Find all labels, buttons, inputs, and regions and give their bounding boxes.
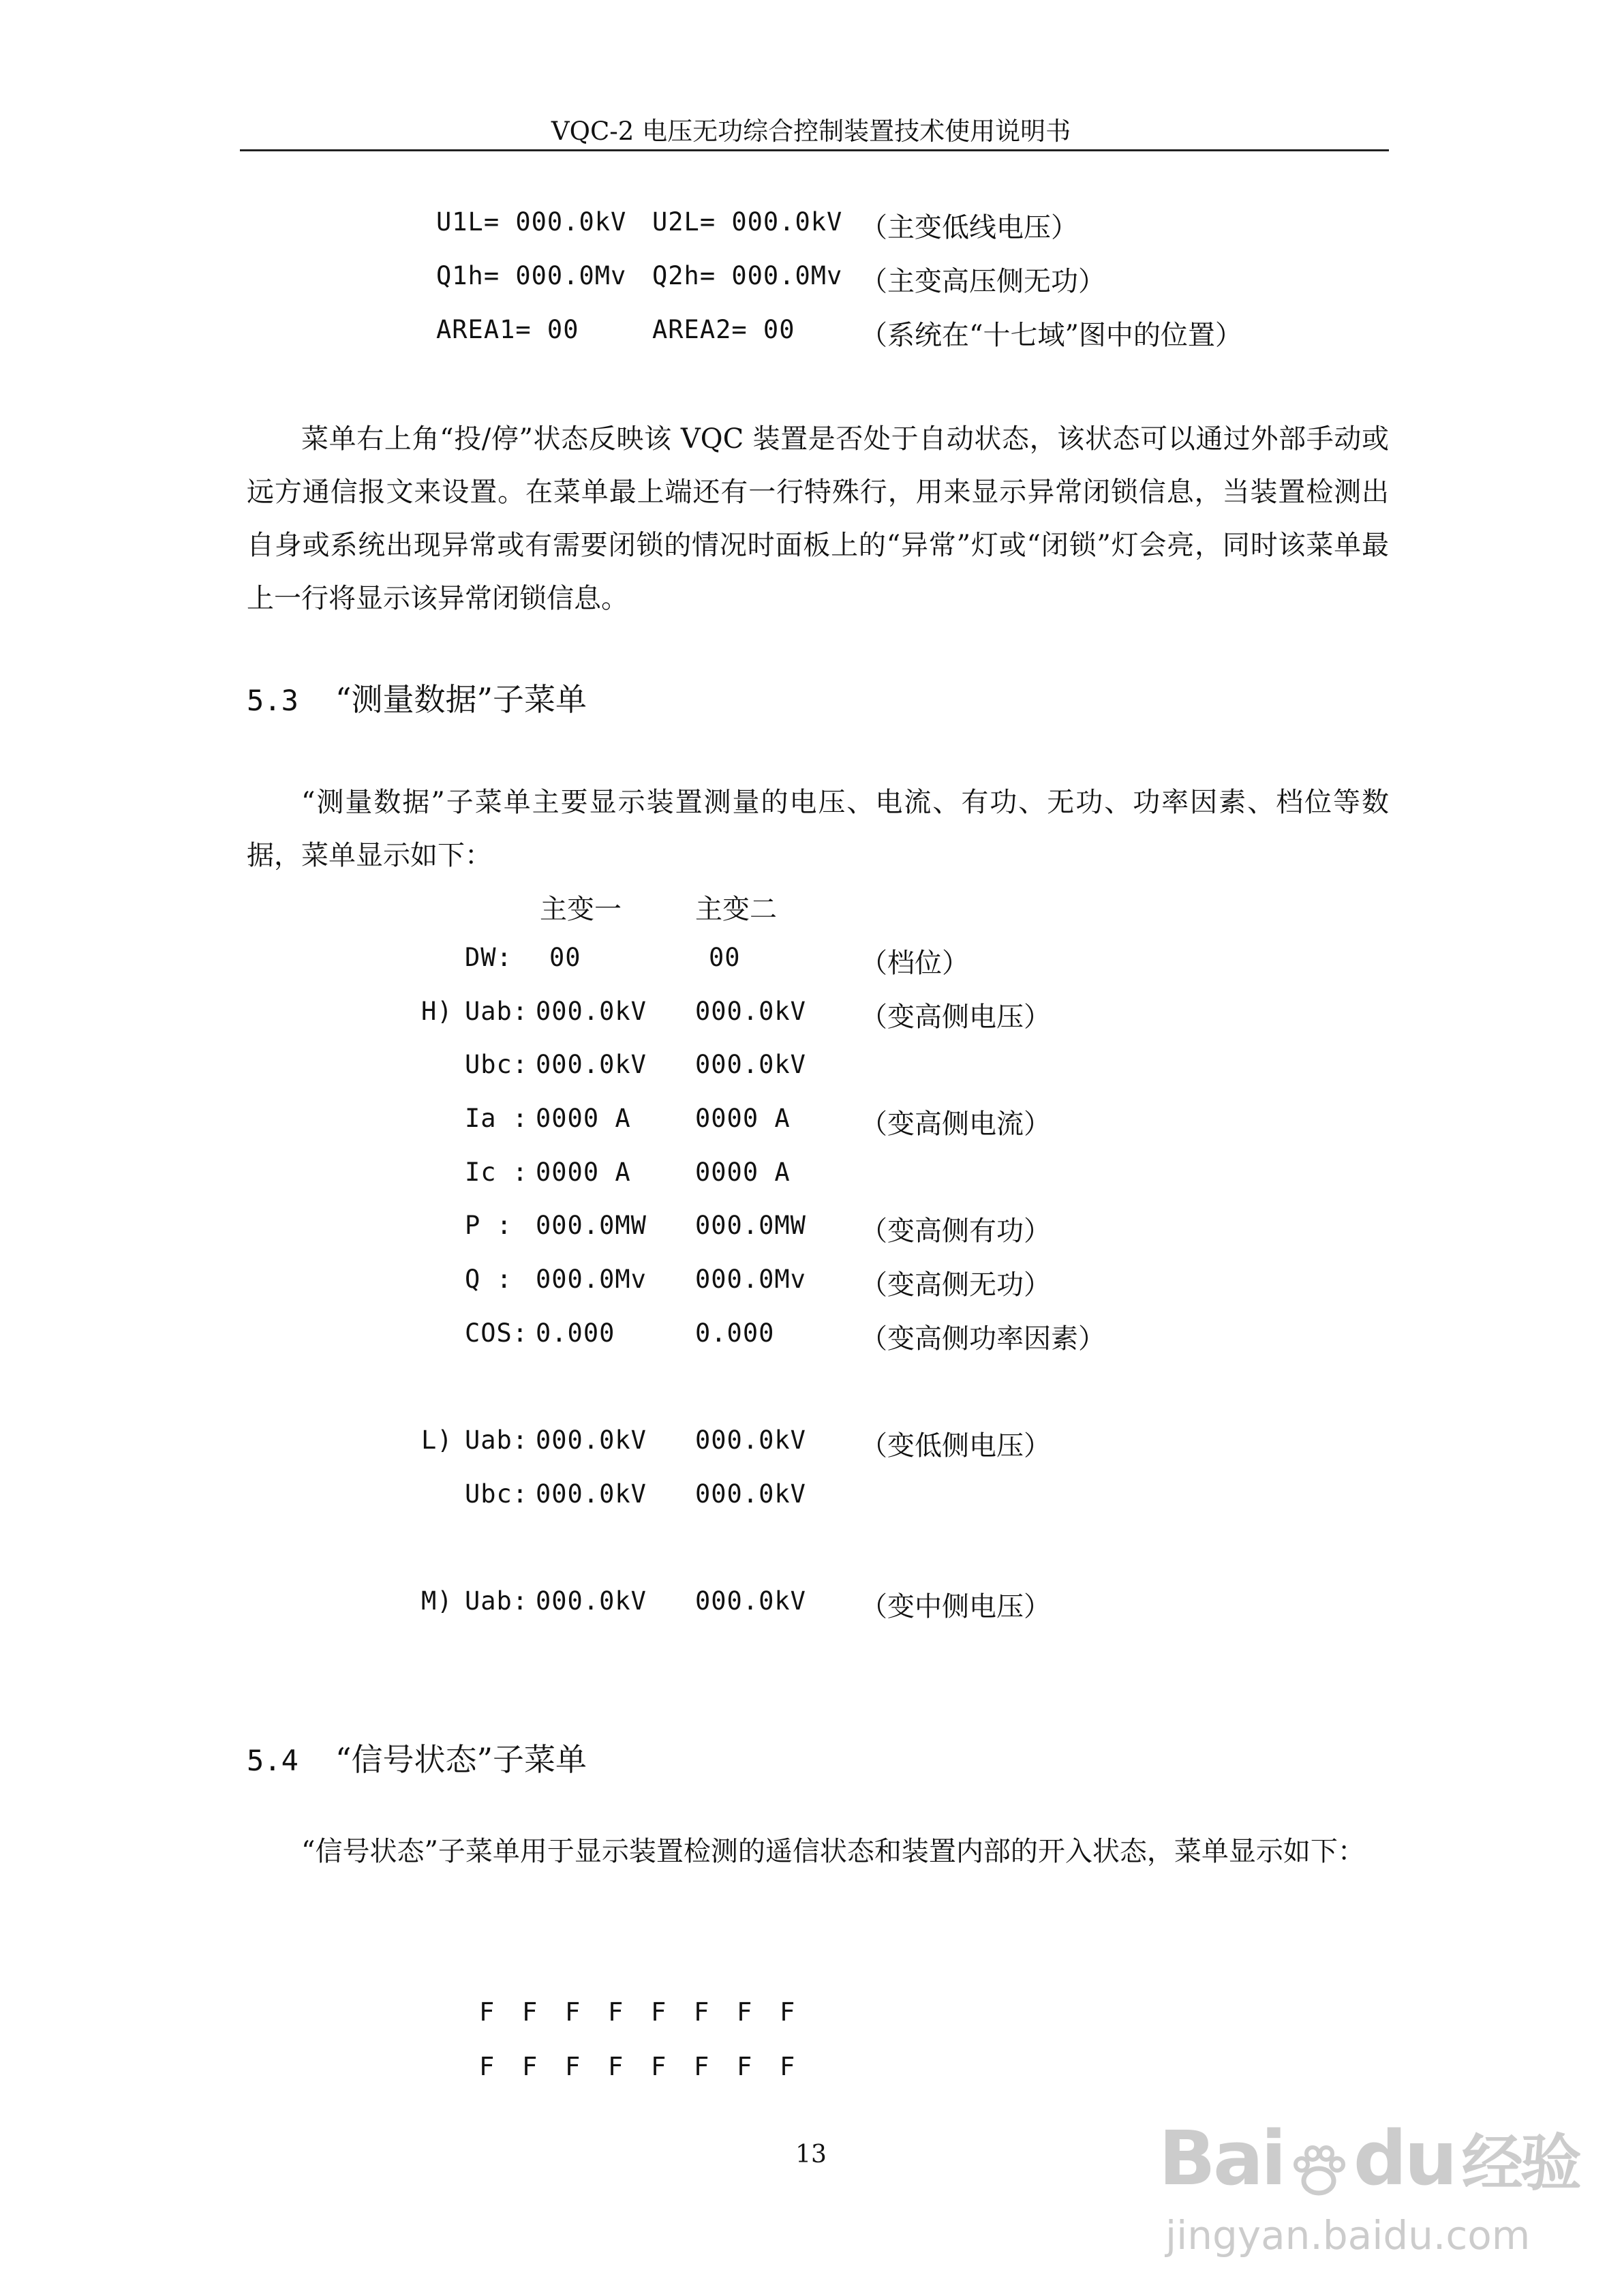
measure-note: （变高侧电流） (860, 1108, 1051, 1140)
top-row-2-note: （主变高压侧无功） (860, 266, 1105, 297)
measure-value-2: 0.000 (695, 1318, 775, 1348)
measure-note: （变低侧电压） (860, 1430, 1051, 1462)
paw-icon (1288, 2133, 1349, 2194)
flag: F (694, 1997, 710, 2027)
page-number: 13 (795, 2141, 827, 2169)
flag: F (780, 2052, 796, 2081)
measure-value-2: 000.0kV (695, 1425, 806, 1455)
flag: F (737, 1997, 753, 2027)
measure-label: Uab: (465, 1586, 529, 1616)
watermark-brand-2: du (1353, 2115, 1455, 2202)
measure-value-2: 0000 A (695, 1104, 791, 1133)
measure-label: Ic : (465, 1158, 529, 1187)
flag: F (651, 2052, 667, 2081)
section-5-3-number: 5.3 (247, 684, 299, 717)
measure-prefix: M) (421, 1586, 453, 1616)
measure-note: （变高侧功率因素） (860, 1323, 1105, 1355)
measure-value-2: 000.0MW (695, 1211, 806, 1240)
measure-value-1: 000.0kV (536, 1425, 647, 1455)
top-row-2-a: Q1h= 000.0Mv (436, 261, 627, 290)
measure-value-2: 000.0kV (695, 997, 806, 1026)
measure-label: Uab: (465, 997, 529, 1026)
measure-prefix: H) (421, 997, 453, 1026)
measure-label: Ia : (465, 1104, 529, 1133)
measure-col-header-2: 主变二 (695, 894, 777, 925)
flag-row-2 (479, 2052, 823, 2081)
watermark-brand: Bai (1159, 2115, 1284, 2202)
measure-prefix: L) (421, 1425, 453, 1455)
measure-value-1: 000.0MW (536, 1211, 647, 1240)
top-row-1-b: U2L= 000.0kV (652, 207, 843, 237)
section-5-4-number: 5.4 (247, 1744, 299, 1777)
paragraph-status-text: 菜单右上角“投/停”状态反映该 VQC 装置是否处于自动状态，该状态可以通过外部手动或远方通信报文来设置。在菜单最上端还有一行特殊行，用来显示异常闭锁信息，当装置检测出自身或系统出现异常或有需要闭锁的情况时面板上的“异常”灯或“闭锁”灯会亮，同时该菜单最上一行将显示该异常闭锁信息。 (247, 423, 1389, 614)
measure-value-1: 000.0Mv (536, 1265, 647, 1294)
flag: F (737, 2052, 753, 2081)
top-row-3-b: AREA2= 00 (652, 315, 795, 344)
paragraph-signal-text: “信号状态”子菜单用于显示装置检测的遥信状态和装置内部的开入状态，菜单显示如下： (301, 1836, 1365, 1867)
flag: F (780, 1997, 796, 2027)
top-row-1-a: U1L= 000.0kV (436, 207, 627, 237)
measure-label: P : (465, 1211, 512, 1240)
top-row-1-note: （主变低线电压） (860, 212, 1078, 243)
watermark-suffix: 经验 (1461, 2128, 1579, 2199)
flag: F (608, 1997, 624, 2027)
section-5-4-title: “信号状态”子菜单 (335, 1741, 587, 1778)
paragraph-measure-text: “测量数据”子菜单主要显示装置测量的电压、电流、有功、无功、功率因素、档位等数据，菜单显示如下： (247, 787, 1389, 871)
header-title: VQC-2 电压无功综合控制装置技术使用说明书 (551, 117, 1071, 146)
measure-label: DW: (465, 943, 512, 972)
measure-label: Ubc: (465, 1050, 529, 1079)
measure-label: Ubc: (465, 1479, 529, 1509)
section-5-3-heading (247, 675, 587, 720)
measure-value-1: 00 (549, 943, 581, 972)
measure-note: （档位） (860, 948, 969, 979)
paragraph-signal (247, 1825, 1389, 1878)
measure-value-1: 0000 A (536, 1158, 631, 1187)
measure-note: （变高侧无功） (860, 1269, 1051, 1301)
measure-value-1: 000.0kV (536, 1586, 647, 1616)
measure-label: Q : (465, 1265, 512, 1294)
measure-value-2: 00 (709, 943, 741, 972)
flag: F (565, 2052, 581, 2081)
measure-value-2: 000.0kV (695, 1586, 806, 1616)
measure-value-1: 0.000 (536, 1318, 615, 1348)
measure-note: （变高侧电压） (860, 1001, 1051, 1033)
section-5-4-heading (247, 1735, 587, 1780)
measure-value-1: 000.0kV (536, 1050, 647, 1079)
flag: F (479, 1997, 495, 2027)
measure-value-2: 000.0kV (695, 1050, 806, 1079)
flag: F (565, 1997, 581, 2027)
measure-label: COS: (465, 1318, 529, 1348)
measure-value-1: 000.0kV (536, 997, 647, 1026)
measure-note: （变中侧电压） (860, 1591, 1051, 1622)
measure-label: Uab: (465, 1425, 529, 1455)
header-rule (240, 149, 1389, 151)
measure-value-2: 000.0Mv (695, 1265, 806, 1294)
paragraph-status (247, 412, 1389, 625)
flag-row-1 (479, 1997, 823, 2027)
flag: F (479, 2052, 495, 2081)
flag: F (651, 1997, 667, 2027)
measure-note: （变高侧有功） (860, 1215, 1051, 1247)
flag: F (608, 2052, 624, 2081)
measure-value-2: 000.0kV (695, 1479, 806, 1509)
flag: F (694, 2052, 710, 2081)
flag: F (522, 2052, 538, 2081)
measure-col-header-1: 主变一 (540, 894, 622, 925)
measure-value-1: 0000 A (536, 1104, 631, 1133)
section-5-3-title: “测量数据”子菜单 (335, 681, 587, 718)
measure-value-1: 000.0kV (536, 1479, 647, 1509)
flag: F (522, 1997, 538, 2027)
watermark-url: jingyan.baidu.com (1165, 2212, 1531, 2259)
paragraph-measure (247, 776, 1389, 882)
top-row-2-b: Q2h= 000.0Mv (652, 261, 843, 290)
baidu-jingyan-watermark (1159, 2100, 1579, 2277)
measure-value-2: 0000 A (695, 1158, 791, 1187)
top-row-3-note: （系统在“十七域”图中的位置） (860, 320, 1242, 351)
top-row-3-a: AREA1= 00 (436, 315, 579, 344)
